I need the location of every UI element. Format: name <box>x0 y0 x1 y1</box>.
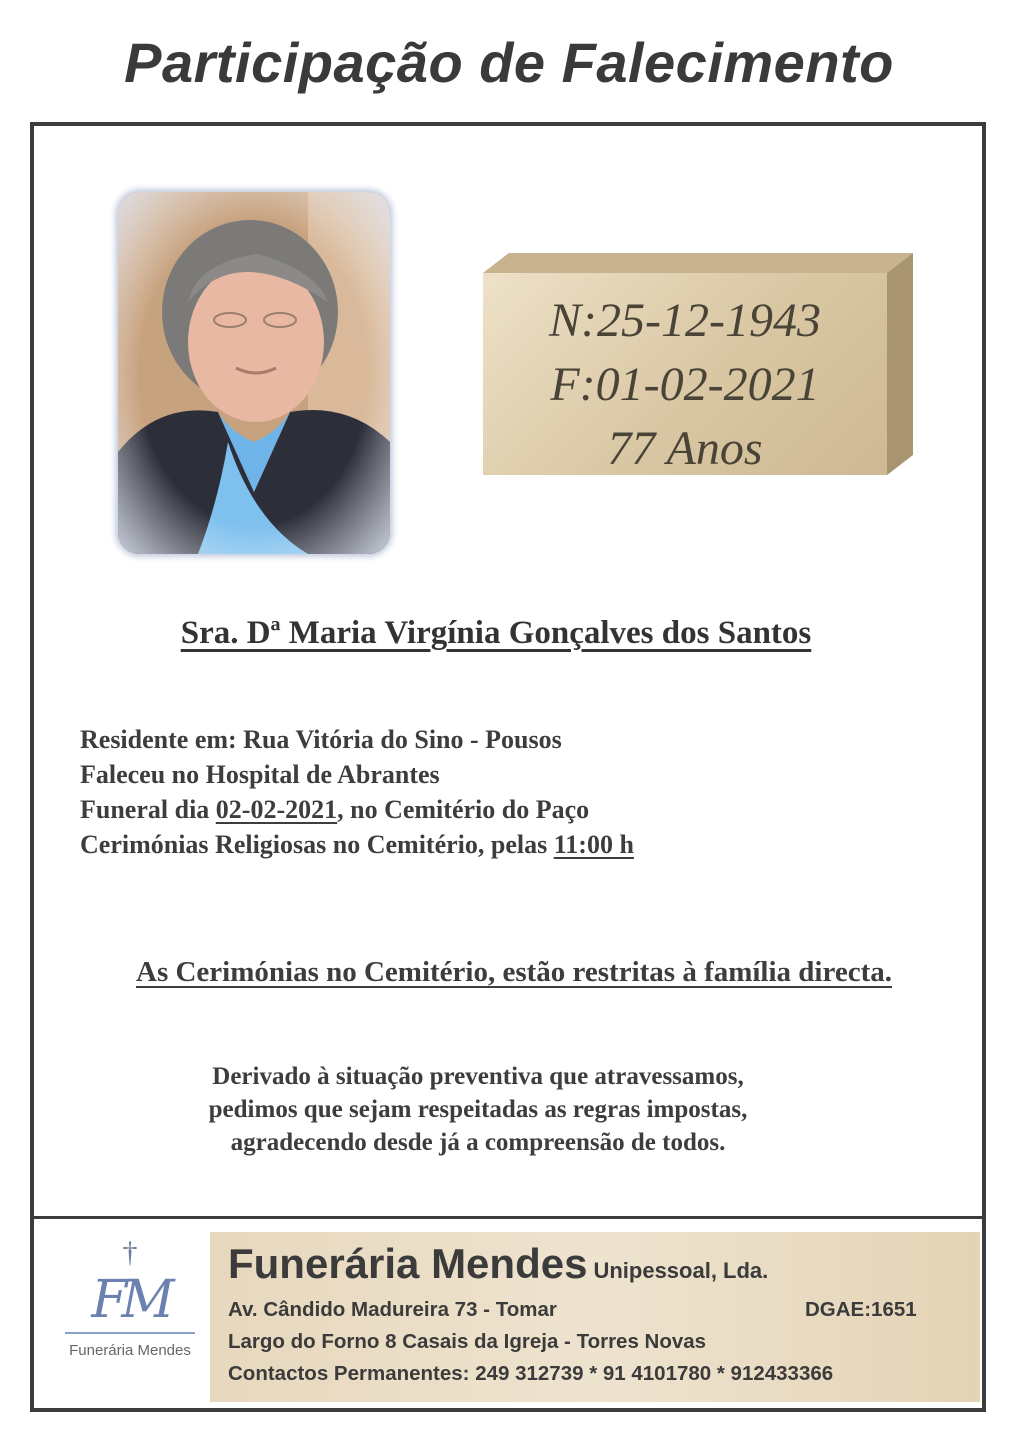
address-tomar: Av. Cândido Madureira 73 - Tomar <box>228 1298 557 1321</box>
logo-company-name: Funerária Mendes <box>69 1342 191 1359</box>
funeral-prefix: Funeral dia <box>80 795 216 824</box>
stone-top-face <box>483 253 913 273</box>
age: 77 Anos <box>607 422 763 475</box>
birth-date: N:25-12-1943 <box>549 294 821 347</box>
funeral-details <box>80 722 634 862</box>
cross-icon: † <box>122 1236 138 1269</box>
dates-stone <box>483 253 913 475</box>
death-place-line: Faleceu no Hospital de Abrantes <box>80 760 440 789</box>
appeal-line: agradecendo desde já a compreensão de todos. <box>230 1129 726 1156</box>
deceased-name: Sra. Dª Maria Virgínia Gonçalves dos Santos <box>180 615 812 651</box>
logo-underline <box>65 1332 195 1334</box>
company-banner <box>210 1232 980 1402</box>
portrait-illustration <box>118 192 390 554</box>
logo-monogram: FM <box>91 1270 169 1330</box>
ceremony-time: 11:00 h <box>553 830 634 859</box>
company-name <box>228 1240 768 1288</box>
company-suffix: Unipessoal, Lda. <box>593 1258 769 1283</box>
ceremony-line <box>80 827 634 862</box>
company-title: Funerária Mendes <box>228 1240 588 1287</box>
dgae-number: DGAE:1651 <box>805 1298 917 1321</box>
footer-divider <box>34 1216 982 1231</box>
page-title: Participação de Falecimento <box>124 31 894 94</box>
appeal-line: pedimos que sejam respeitadas as regras impostas, <box>208 1096 748 1123</box>
dates-text <box>483 289 887 481</box>
contacts-line: Contactos Permanentes: 249 312739 * 91 4101780 * 912433366 <box>228 1362 834 1385</box>
death-date: F:01-02-2021 <box>550 358 820 411</box>
company-logo <box>52 1232 208 1402</box>
address-torres-novas: Largo do Forno 8 Casais da Igreja - Torres Novas <box>228 1330 707 1353</box>
appeal-text <box>0 1060 956 1159</box>
appeal-line: Derivado à situação preventiva que atravessamos, <box>212 1063 744 1090</box>
funeral-suffix: , no Cemitério do Paço <box>337 795 590 824</box>
funeral-line <box>80 792 634 827</box>
stone-side-face <box>887 253 913 475</box>
portrait-photo <box>118 192 390 554</box>
funeral-date: 02-02-2021 <box>215 795 338 824</box>
restriction-notice: As Cerimónias no Cemitério, estão restritas à família directa. <box>136 956 892 988</box>
ceremony-prefix: Cerimónias Religiosas no Cemitério, pelas <box>80 830 554 859</box>
residence-line: Residente em: Rua Vitória do Sino - Pousos <box>80 725 562 754</box>
